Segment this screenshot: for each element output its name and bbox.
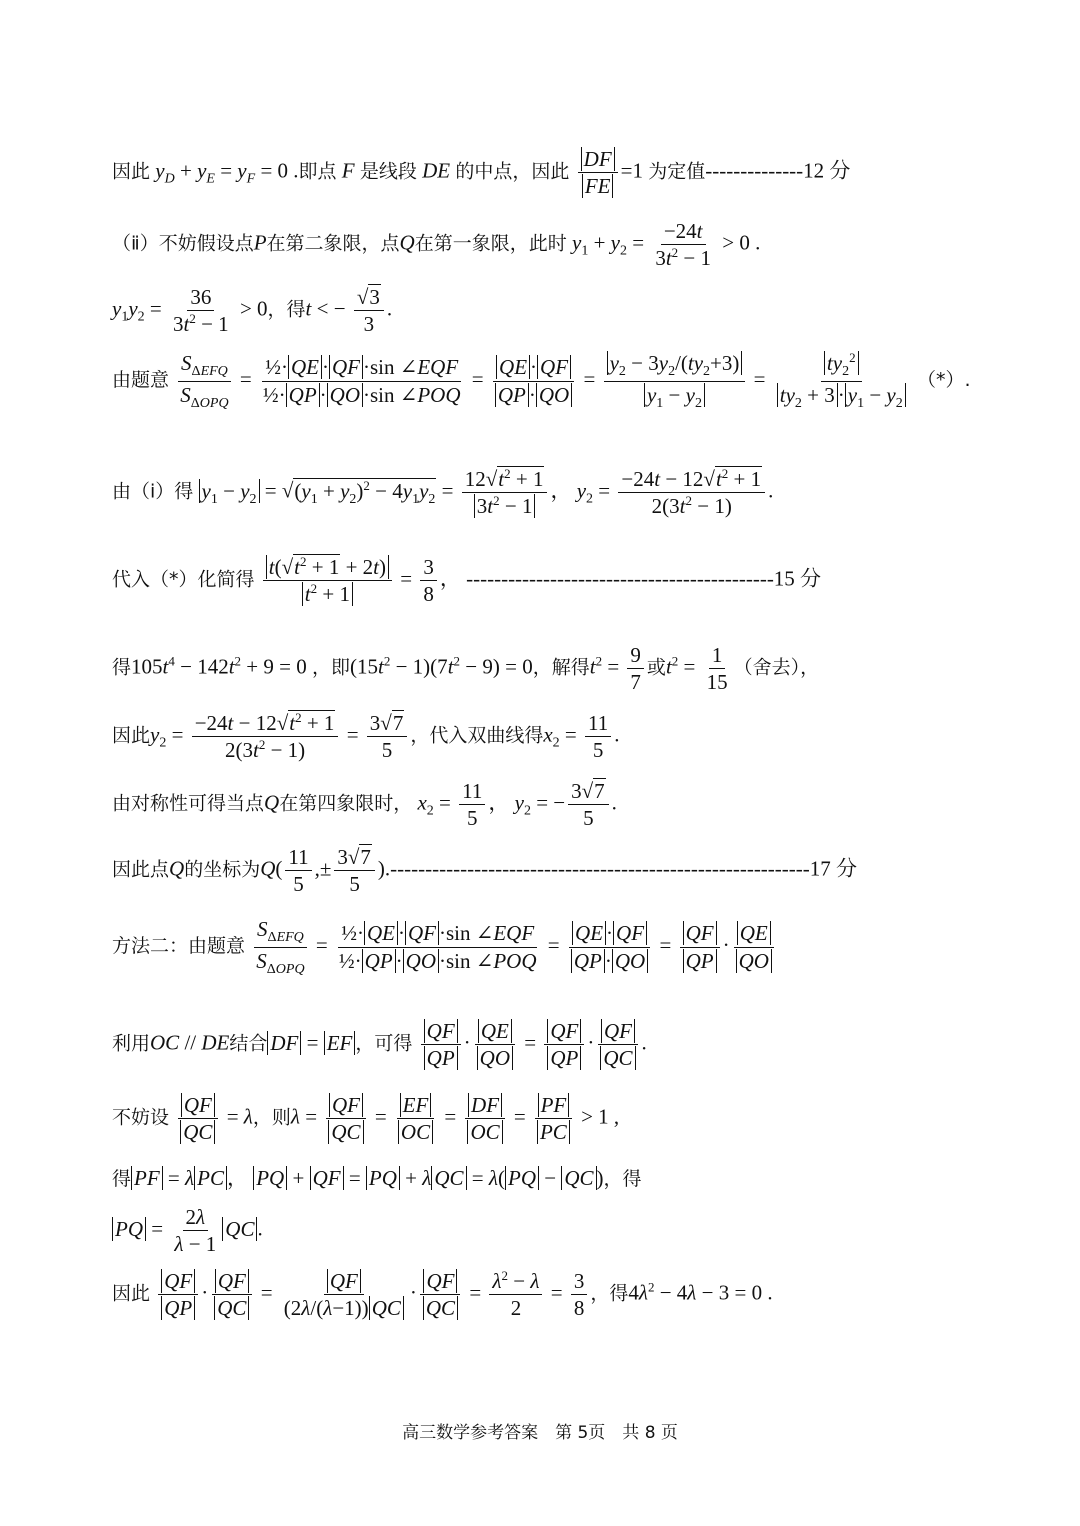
- fraction: $\frac{S_{\Delta EFQ}}{S_{\Delta OPQ}}$: [253, 916, 307, 978]
- solution-line-4: 由题意 $\frac{S_{\Delta EFQ}}{S_{\Delta OPQ}}$ = $\frac{\text{½· QE · QF ·sin ∠EQF}}{\text{½· QP · QO ·sin ∠POQ}}$ = $\frac{QE \cdot QF}{QP \cdot QO}$ = $\frac{y_2 - 3y_2/(ty_2+3)}{y_1 - y_2}$ = $\frac{ty_2^2}{ty_2 + 3 \cdot y_1 - y_2}$ （*）.: [112, 350, 971, 411]
- text: 代入（*）化简得: [112, 568, 255, 591]
- text: 结合: [229, 1032, 268, 1055]
- text: 利用: [112, 1032, 151, 1055]
- fraction: $\frac{QF}{QC}$: [597, 1018, 638, 1072]
- solution-line-11: 方法二：由题意 $\frac{S_{\Delta EFQ}}{S_{\Delta OPQ}}$ = $\frac{\text{½· QE · QF ·sin ∠EQF}}{\text{½· QP · QO ·sin ∠POQ}}$ = $\frac{QE \cdot QF}{QP \cdot QO}$ = $\frac{QF}{QP}$ · $\frac{QE}{QO}$: [112, 916, 778, 978]
- text: 不妨设: [112, 1106, 170, 1129]
- solution-line-3: $y_1y_2$ = $\frac{36}{3t^2 - 1}$ > 0，得t < − $\frac{√3}{3}$ .: [112, 285, 393, 337]
- fraction: $\frac{PF}{PC}$: [534, 1092, 573, 1146]
- fraction: $\frac{QE \cdot QF}{QP \cdot QO}$: [492, 354, 575, 408]
- fraction: $\frac{y_2 - 3y_2/(ty_2+3)}{y_1 - y_2}$: [604, 350, 746, 412]
- fraction: $\frac{DF}{OC}$: [464, 1092, 505, 1146]
- fraction: $\frac{QF}{QC}$: [211, 1268, 252, 1322]
- solution-line-12: 利用OC // DE结合 DF = EF ，可得 $\frac{QF}{QP}$ · $\frac{QE}{QO}$ = $\frac{QF}{QP}$ · $\frac{QF}{QC}$ .: [112, 1019, 647, 1071]
- fraction: $\frac{3√7}{5}$: [334, 844, 375, 898]
- fraction: $\frac{QE}{QO}$: [733, 920, 775, 974]
- fraction: $\frac{QF}{QP}$: [158, 1268, 198, 1322]
- text: 由题意: [112, 368, 170, 391]
- fraction: $\frac{QE}{QO}$: [474, 1018, 516, 1072]
- fraction: $\frac{3√7}{5}$: [367, 710, 408, 764]
- solution-line-10: 因此点Q的坐标为Q( $\frac{11}{5}$ ,± $\frac{3√7}{5}$ ).------------------------------------------------------------17 分: [112, 845, 858, 897]
- fraction: $\frac{QF}{QC}$: [325, 1092, 366, 1146]
- text: 因此点: [112, 858, 170, 881]
- solution-line-13: 不妨设 $\frac{QF}{QC}$ = λ，则λ = $\frac{QF}{QC}$ = $\frac{EF}{OC}$ = $\frac{DF}{OC}$ = $\frac{PF}{PC}$ > 1 ,: [112, 1093, 620, 1145]
- text: ，得: [590, 1282, 629, 1305]
- fraction: $\frac{EF}{OC}$: [395, 1092, 436, 1146]
- fraction: $\frac{QF}{QP}$: [544, 1018, 584, 1072]
- fraction: $\frac{3}{8}$: [420, 554, 437, 608]
- fraction: $\frac{-24t - 12√t^2 + 1}{2(3t^2 - 1)}$: [618, 466, 765, 520]
- score-mark: --------------12 分: [705, 158, 851, 183]
- text: 因此: [112, 724, 151, 747]
- text: ，则: [252, 1106, 291, 1129]
- fraction: $\frac{QF}{(2\lambda/(\lambda-1)) QC}$: [281, 1268, 407, 1322]
- text: ，可得: [355, 1032, 413, 1055]
- text: （*）.: [916, 368, 971, 391]
- solution-line-9: 由对称性可得当点Q在第四象限时， $x_2$ = $\frac{11}{5}$ ， $y_2$ = − $\frac{3√7}{5}$ .: [112, 779, 617, 831]
- text: 即点: [298, 160, 337, 183]
- text: ，得: [267, 298, 306, 321]
- text: 方法二：由题意: [112, 934, 246, 957]
- fraction: $\frac{DF}{FE}$: [578, 146, 618, 200]
- text: 或: [646, 656, 666, 679]
- text: 由对称性可得当点: [112, 792, 265, 815]
- fraction: $\frac{11}{5}$: [585, 710, 611, 764]
- fraction: $\frac{QE \cdot QF}{QP \cdot QO}$: [568, 920, 651, 974]
- text: 的中点，因此: [455, 160, 570, 183]
- solution-line-6: 代入（*）化简得 $\frac{t(√t^2 + 1 + 2t)}{t^2 + 1}$ = $\frac{3}{8}$ ， --------------------------------------------15 分: [112, 554, 822, 607]
- text: ，即: [311, 656, 350, 679]
- fraction: $\frac{√3}{3}$: [354, 284, 384, 338]
- solution-line-5: 由（ⅰ）得 $y_1 - y_2 = √(y_1 + y_2)^2 - 4y_1y_2$ = $\frac{12√t^2 + 1}{3t^2 - 1}$ ， $y_2$ = $\frac{-24t - 12√t^2 + 1}{2(3t^2 - 1)}$ .: [112, 466, 774, 519]
- fraction: $\frac{QF}{QP}$: [421, 1018, 461, 1072]
- text: 是线段: [359, 160, 417, 183]
- page-footer: 高三数学参考答案 第 5页 共 8 页: [402, 1423, 678, 1443]
- fraction: $\frac{3√7}{5}$: [568, 778, 609, 832]
- fraction: $\frac{QF}{QC}$: [177, 1092, 218, 1146]
- fraction: $\frac{36}{3t^2 - 1}$: [173, 285, 229, 337]
- fraction: $\frac{QF}{QC}$: [420, 1268, 461, 1322]
- fraction: $\frac{\lambda^2 - \lambda}{2}$: [489, 1268, 542, 1322]
- text: 在第四象限时，: [279, 792, 413, 815]
- solution-line-15: PQ = $\frac{2\lambda}{\lambda - 1}$ QC .: [112, 1204, 263, 1258]
- text: ，代入双曲线得: [410, 724, 544, 747]
- solution-line-7: 得$105t^4 - 142t^2 + 9 = 0$ ，即$(15t^2 - 1)(7t^2 - 9) = 0$，解得$t^2$ = $\frac{9}{7}$ 或$t^2$ = $\frac{1}{15}$ （舍去），: [112, 643, 820, 695]
- solution-line-14: 得 PF = λ PC ， PQ + QF = PQ + λ QC = λ( PQ − QC )，得: [112, 1166, 642, 1190]
- fraction: $\frac{3}{8}$: [571, 1268, 588, 1322]
- fraction: $\frac{-24t - 12√t^2 + 1}{2(3t^2 - 1)}$: [192, 710, 339, 764]
- fraction: $\frac{9}{7}$: [627, 642, 644, 696]
- fraction: $\frac{1}{15}$: [706, 643, 728, 695]
- text: 在第一象限，此时: [414, 232, 567, 255]
- score-mark: .------------------------------------------------------------17 分: [384, 856, 858, 881]
- text: 为定值: [648, 160, 706, 183]
- text: （ⅱ）不妨假设点: [112, 232, 254, 255]
- fraction: $\frac{S_{\Delta EFQ}}{S_{\Delta OPQ}}$: [177, 350, 231, 412]
- text: ，解得: [532, 656, 590, 679]
- fraction: $\frac{11}{5}$: [459, 778, 485, 832]
- fraction: $\frac{t(√t^2 + 1 + 2t)}{t^2 + 1}$: [263, 554, 392, 608]
- text: 在第二象限，点: [266, 232, 400, 255]
- fraction: $\frac{ty_2^2}{ty_2 + 3 \cdot y_1 - y_2}$: [774, 350, 909, 412]
- solution-line-8: 因此$y_2$ = $\frac{-24t - 12√t^2 + 1}{2(3t^2 - 1)}$ = $\frac{3√7}{5}$ ，代入双曲线得$x_2$ = $\frac{11}{5}$ .: [112, 710, 620, 763]
- text: ，得: [603, 1168, 642, 1190]
- fraction: $\frac{11}{5}$: [285, 844, 311, 898]
- fraction: $\frac{QF}{QP}$: [680, 920, 720, 974]
- solution-line-2: （ⅱ）不妨假设点P在第二象限，点Q在第一象限，此时 $y_1 + y_2$ = $\frac{-24t}{3t^2 - 1}$ > 0 .: [112, 219, 761, 271]
- text: 得: [112, 1168, 132, 1190]
- fraction: $\frac{\text{½· QE · QF ·sin ∠EQF}}{\text{½· QP · QO ·sin ∠POQ}}$: [262, 355, 461, 407]
- text: 得: [112, 656, 132, 679]
- text: 的坐标为: [184, 858, 261, 881]
- text: （舍去），: [733, 656, 820, 679]
- solution-line-16: 因此 $\frac{QF}{QP}$ · $\frac{QF}{QC}$ = $\frac{QF}{(2\lambda/(\lambda-1)) QC}$ · $\frac{QF}{QC}$ = $\frac{\lambda^2 - \lambda}{2}$ = $\frac{3}{8}$ ，得$4\lambda^2 - 4\lambda - 3 = 0$ .: [112, 1268, 773, 1321]
- fraction: $\frac{-24t}{3t^2 - 1}$: [655, 219, 712, 271]
- text: 因此: [112, 1282, 151, 1305]
- text: 因此: [112, 160, 151, 183]
- fraction: $\frac{12√t^2 + 1}{3t^2 - 1}$: [462, 466, 548, 520]
- text: 由（ⅰ）得: [112, 480, 194, 503]
- score-mark: --------------------------------------------15 分: [466, 566, 822, 591]
- fraction: $\frac{2\lambda}{\lambda - 1}$: [174, 1205, 217, 1257]
- fraction: $\frac{\text{½· QE · QF ·sin ∠EQF}}{\text{½· QP · QO ·sin ∠POQ}}$: [338, 921, 537, 973]
- solution-line-1: 因此 $y_D + y_E = y_F = 0$ .即点 F 是线段 DE 的中点，因此 $\frac{DF}{FE}$ =1 为定值--------------12 分: [112, 147, 851, 199]
